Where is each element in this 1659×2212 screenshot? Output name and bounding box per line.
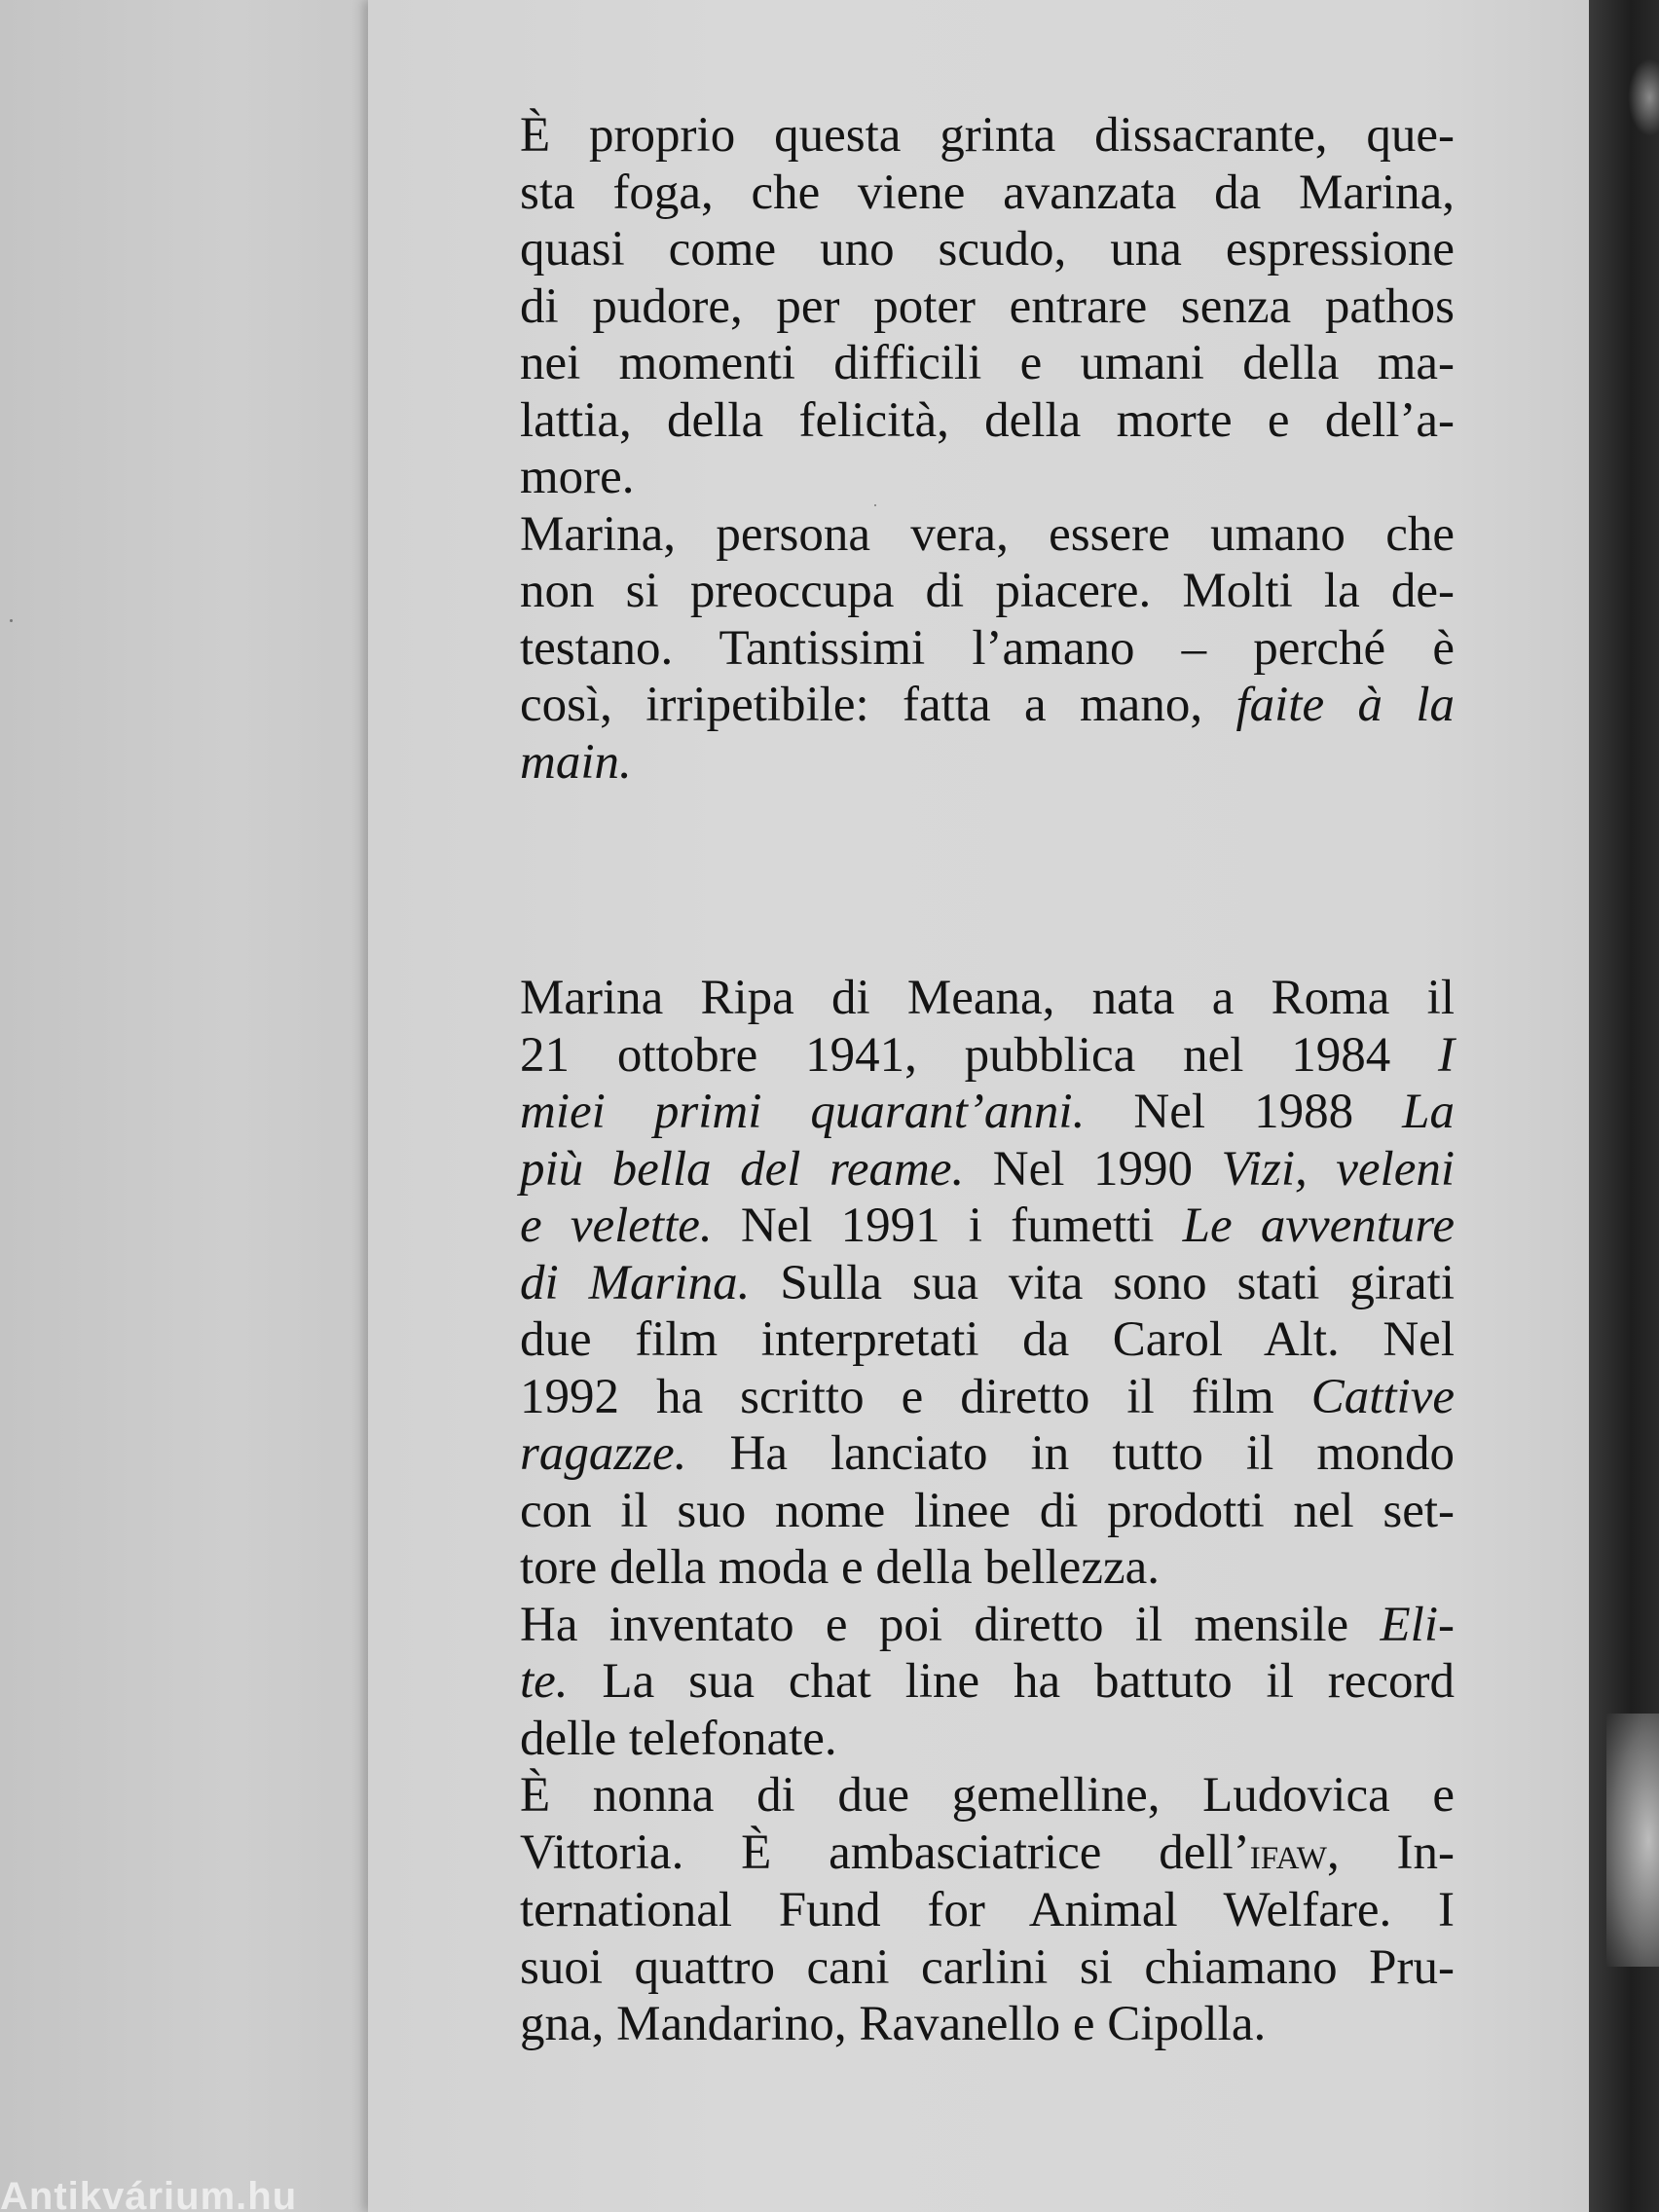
text-line: suoi quattro cani carlini si chiamano Pru- bbox=[520, 1939, 1455, 1995]
text-fragment: , In- bbox=[1326, 1825, 1455, 1880]
text-line: more. bbox=[520, 450, 635, 504]
dust-speck bbox=[10, 619, 13, 622]
text-line bbox=[520, 1825, 1455, 1883]
text-line: non si preoccupa di piacere. Molti la de- bbox=[520, 564, 1455, 618]
text-line: testano. Tantissimi l’amano – perché è bbox=[520, 620, 1455, 676]
text-line bbox=[520, 734, 1455, 792]
text-line: sta foga, che viene avanzata da Marina, bbox=[520, 165, 1455, 220]
paragraph-1 bbox=[520, 107, 1455, 506]
text-fragment: così, irripetibile: fatta a mano, bbox=[520, 678, 1203, 732]
bio-paragraph-2 bbox=[520, 1597, 1455, 1768]
text-fragment: Vittoria. È ambasciatrice dell’ bbox=[520, 1825, 1250, 1880]
watermark: Antikvárium.hu bbox=[0, 2177, 298, 2212]
text-line bbox=[520, 677, 1455, 734]
italic-text: te. bbox=[520, 1654, 569, 1709]
bio-paragraph-1 bbox=[520, 970, 1455, 1597]
text-line: Marina Ripa di Meana, nata a Roma il bbox=[520, 971, 1455, 1025]
italic-text: faite à la bbox=[1235, 678, 1455, 732]
text-fragment: Ha lanciato in tutto il mondo bbox=[729, 1426, 1456, 1481]
text-line: nei momenti difficili e umani della ma- bbox=[520, 336, 1455, 390]
text-fragment: 21 ottobre 1941, pubblica nel 1984 bbox=[520, 1027, 1391, 1083]
text-line: lattia, della felicità, della morte e dell’a- bbox=[520, 392, 1455, 448]
author-bio bbox=[520, 970, 1455, 2053]
jacket-flap bbox=[0, 0, 389, 2212]
text-fragment: Ha inventato e poi diretto il mensile bbox=[520, 1597, 1349, 1652]
text-fragment: 1992 ha scritto e diretto il film bbox=[520, 1369, 1274, 1424]
text-fragment: La sua chat line ha battuto il record bbox=[602, 1654, 1455, 1709]
italic-text: I bbox=[1438, 1027, 1455, 1083]
text-line bbox=[520, 1084, 1455, 1141]
text-line: È nonna di due gemelline, Ludovica e bbox=[520, 1768, 1455, 1823]
text-line bbox=[520, 1653, 1455, 1711]
text-line bbox=[520, 1198, 1455, 1255]
edge-highlight-top bbox=[1628, 58, 1659, 136]
text-fragment: Sulla sua vita sono stati girati bbox=[780, 1255, 1456, 1310]
text-fragment: Nel 1990 bbox=[992, 1141, 1193, 1197]
text-line bbox=[520, 1597, 1455, 1654]
italic-text: ragazze. bbox=[520, 1426, 687, 1481]
text-line bbox=[520, 1141, 1455, 1198]
paragraph-2 bbox=[520, 506, 1455, 792]
text-line: delle telefonate. bbox=[520, 1711, 837, 1766]
text-line bbox=[520, 1027, 1455, 1085]
text-fragment: Nel 1988 bbox=[1133, 1085, 1354, 1139]
italic-text: main. bbox=[520, 734, 632, 790]
text-line: di pudore, per poter entrare senza pathos bbox=[520, 278, 1455, 334]
text-line: quasi come uno scudo, una espressione bbox=[520, 222, 1455, 276]
text-line bbox=[520, 1425, 1455, 1483]
text-line: ternational Fund for Animal Welfare. I bbox=[520, 1883, 1455, 1937]
text-line: due film interpretati da Carol Alt. Nel bbox=[520, 1312, 1455, 1367]
acronym: ifaw bbox=[1249, 1827, 1327, 1879]
bio-paragraph-3 bbox=[520, 1767, 1455, 2053]
italic-text: Le avventure bbox=[1182, 1198, 1456, 1253]
text-fragment: Nel 1991 i fumetti bbox=[740, 1198, 1155, 1253]
text-line bbox=[520, 1369, 1455, 1426]
italic-text: di Marina. bbox=[520, 1255, 751, 1310]
edge-highlight bbox=[1606, 1714, 1659, 1967]
text-line: È proprio questa grinta dissacrante, que- bbox=[520, 108, 1455, 163]
italic-text: Cattive bbox=[1310, 1369, 1455, 1424]
italic-text: miei primi quarant’anni. bbox=[520, 1085, 1086, 1139]
text-line: con il suo nome linee di prodotti nel set- bbox=[520, 1483, 1455, 1538]
text-line: Marina, persona vera, essere umano che bbox=[520, 506, 1455, 562]
text-line: tore della moda e della bellezza. bbox=[520, 1540, 1160, 1595]
italic-text: e velette. bbox=[520, 1198, 713, 1253]
italic-text: La bbox=[1402, 1085, 1455, 1139]
text-line: gna, Mandarino, Ravanello e Cipolla. bbox=[520, 1997, 1267, 2051]
italic-text: più bella del reame. bbox=[520, 1141, 965, 1197]
intro-text bbox=[520, 107, 1455, 791]
italic-text: Eli- bbox=[1380, 1597, 1455, 1652]
italic-text: Vizi, veleni bbox=[1221, 1141, 1456, 1197]
text-line bbox=[520, 1255, 1455, 1312]
